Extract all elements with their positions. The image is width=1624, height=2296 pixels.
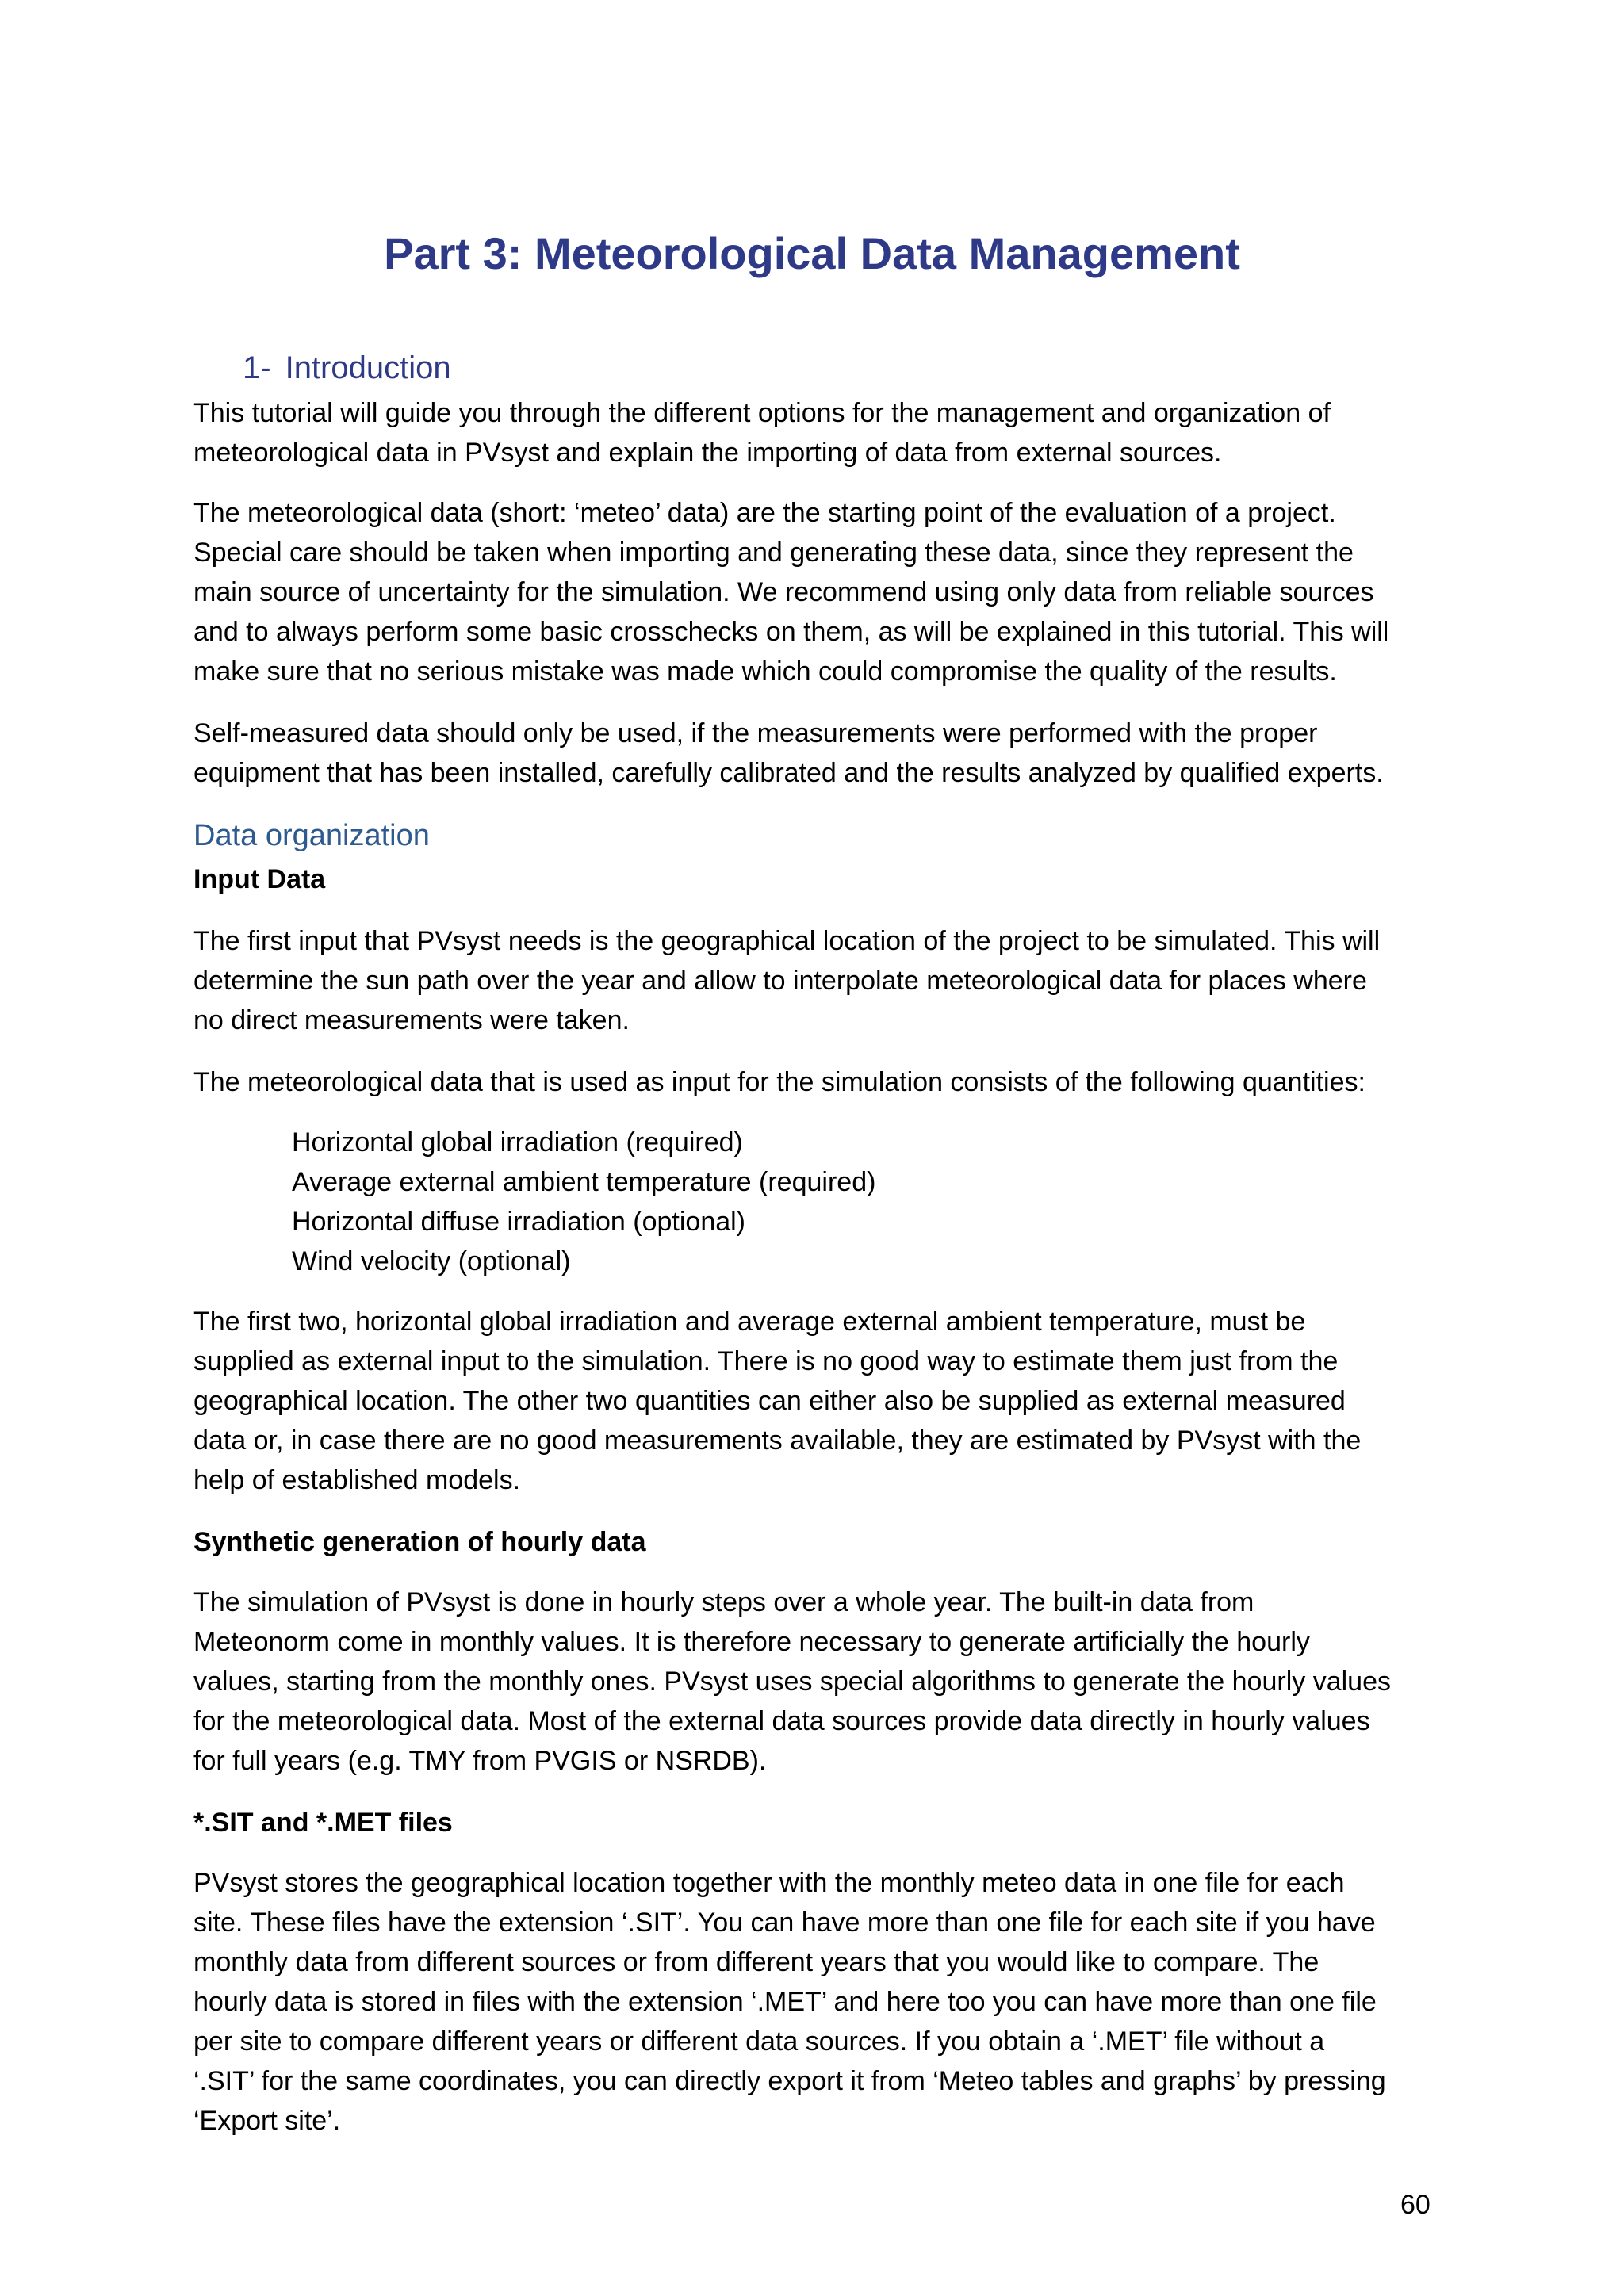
text-line: The first input that PVsyst needs is the geographical location of the project to be simulated. This will <box>193 926 1381 956</box>
text-line: This tutorial will guide you through the different options for the management and organization of <box>193 398 1331 428</box>
text-line: monthly data from different sources or from different years that you would like to compare. The <box>193 1947 1320 1977</box>
heading-input-data: Input Data <box>193 864 326 894</box>
synthetic-paragraph <box>193 1582 1478 1781</box>
list-item: Horizontal diffuse irradiation (optional) <box>292 1207 746 1237</box>
section-label: Introduction <box>285 350 451 385</box>
text-line: Special care should be taken when importing and generating these data, since they represent the <box>193 538 1354 568</box>
text-line: equipment that has been installed, carefully calibrated and the results analyzed by qualified experts. <box>193 758 1384 788</box>
quantities-paragraph <box>193 1302 1478 1500</box>
list-item: Horizontal global irradiation (required) <box>292 1127 743 1158</box>
files-paragraph <box>193 1863 1478 2141</box>
text-line: per site to compare different years or different data sources. If you obtain a ‘.MET’ file without a <box>193 2026 1325 2057</box>
input-data-paragraph-1 <box>193 921 1478 1040</box>
text-line: Self-measured data should only be used, if the measurements were performed with the proper <box>193 718 1318 748</box>
text-line: site. These files have the extension ‘.SIT’. You can have more than one file for each site if you have <box>193 1908 1376 1938</box>
text-line: for full years (e.g. TMY from PVGIS or NSRDB). <box>193 1746 767 1776</box>
text-line: determine the sun path over the year and allow to interpolate meteorological data for places where <box>193 966 1367 996</box>
text-line: geographical location. The other two quantities can either also be supplied as external measured <box>193 1386 1346 1416</box>
subheading-data-organization: Data organization <box>193 819 430 852</box>
text-line: The simulation of PVsyst is done in hourly steps over a whole year. The built-in data from <box>193 1587 1254 1617</box>
list-item: Average external ambient temperature (required) <box>292 1167 876 1197</box>
text-line: meteorological data in PVsyst and explain the importing of data from external sources. <box>193 438 1222 468</box>
text-line: The meteorological data (short: ‘meteo’ data) are the starting point of the evaluation of a project. <box>193 498 1336 528</box>
text-line: PVsyst stores the geographical location together with the monthly meteo data in one file for each <box>193 1868 1345 1898</box>
text-line: no direct measurements were taken. <box>193 1005 630 1035</box>
text-line: The meteorological data that is used as input for the simulation consists of the following quantities: <box>193 1067 1365 1097</box>
text-line: data or, in case there are no good measurements available, they are estimated by PVsyst with the <box>193 1425 1362 1456</box>
text-line: for the meteorological data. Most of the external data sources provide data directly in hourly values <box>193 1706 1370 1736</box>
text-line: ‘.SIT’ for the same coordinates, you can directly export it from ‘Meteo tables and graphs’ by pressing <box>193 2066 1386 2096</box>
text-line: supplied as external input to the simulation. There is no good way to estimate them just from the <box>193 1346 1339 1376</box>
text-line: hourly data is stored in files with the extension ‘.MET’ and here too you can have more than one file <box>193 1987 1377 2017</box>
page-number: 60 <box>1400 2190 1431 2220</box>
section-heading-introduction <box>243 349 451 387</box>
heading-synthetic-generation: Synthetic generation of hourly data <box>193 1527 646 1557</box>
heading-sit-met-files: *.SIT and *.MET files <box>193 1808 453 1838</box>
intro-paragraph-3 <box>193 714 1478 793</box>
intro-paragraph-2 <box>193 493 1478 691</box>
list-item: Wind velocity (optional) <box>292 1246 571 1276</box>
text-line: Meteonorm come in monthly values. It is therefore necessary to generate artificially the hourly <box>193 1627 1310 1657</box>
text-line: ‘Export site’. <box>193 2106 341 2136</box>
page-title: Part 3: Meteorological Data Management <box>384 228 1240 278</box>
text-line: make sure that no serious mistake was made which could compromise the quality of the results. <box>193 656 1337 687</box>
text-line: main source of uncertainty for the simulation. We recommend using only data from reliable sources <box>193 577 1374 607</box>
text-line: values, starting from the monthly ones. PVsyst uses special algorithms to generate the hourly values <box>193 1667 1391 1697</box>
text-line: and to always perform some basic crosschecks on them, as will be explained in this tutorial. This will <box>193 617 1389 647</box>
section-number: 1- <box>243 350 271 385</box>
text-line: help of established models. <box>193 1465 521 1495</box>
intro-paragraph-1 <box>193 393 1478 473</box>
input-data-paragraph-2 <box>193 1062 1478 1102</box>
text-line: The first two, horizontal global irradiation and average external ambient temperature, must be <box>193 1307 1306 1337</box>
quantities-list <box>292 1123 875 1281</box>
